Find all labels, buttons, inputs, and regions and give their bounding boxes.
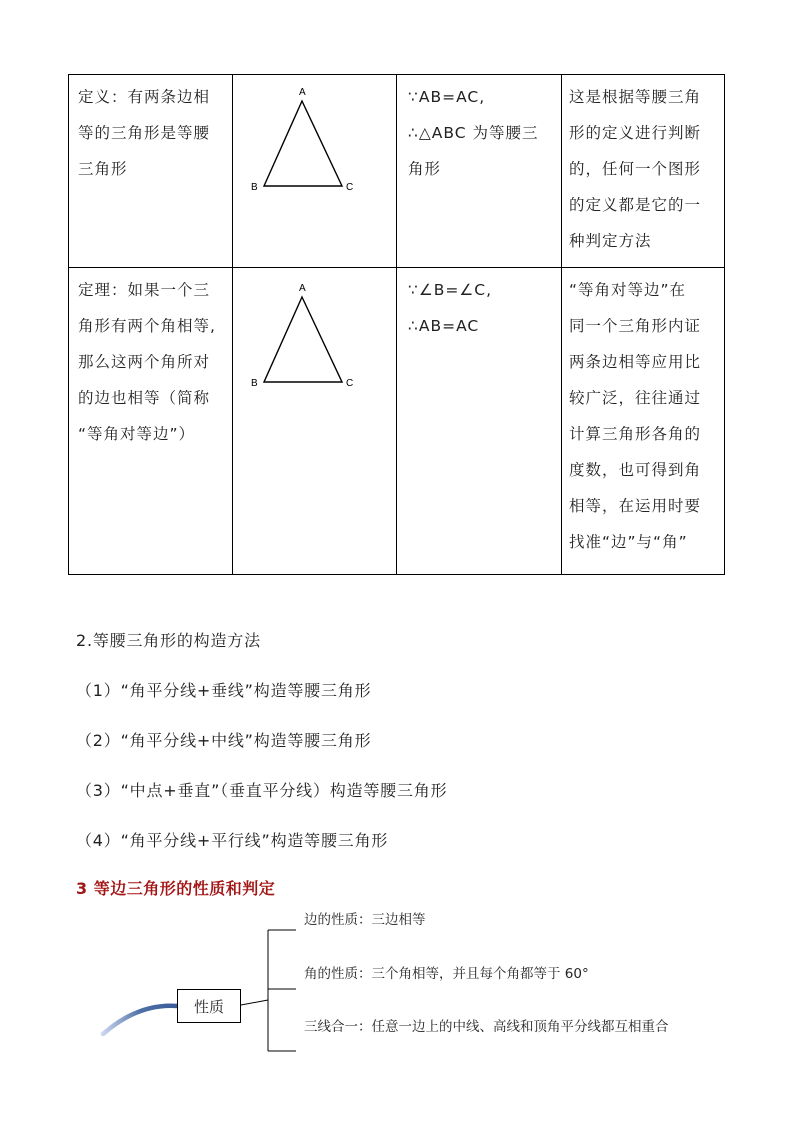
text-line: ∴△ABC 为等腰三: [408, 124, 539, 142]
text-line: 三角形: [78, 160, 128, 178]
text-line: 等的三角形是等腰: [78, 124, 211, 142]
text-line: 这是根据等腰三角: [569, 88, 702, 106]
vertex-label-c: C: [346, 182, 354, 193]
text-line: 相等，在运用时要: [569, 497, 702, 515]
text-line: 定义：有两条边相: [78, 88, 211, 106]
text-line: 较广泛，往往通过: [569, 389, 702, 407]
root-node-box: [177, 989, 241, 1023]
root-node-label: 性质: [193, 997, 224, 1016]
text-line: 找准“边”与“角”: [569, 533, 688, 551]
vertex-label-a: A: [299, 87, 306, 98]
curved-arrow-decoration: [103, 1006, 178, 1034]
text-line: 定理：如果一个三: [78, 281, 211, 299]
list-item: （4）“角平分线+平行线”构造等腰三角形: [76, 831, 389, 850]
text-line: 角形: [408, 160, 442, 178]
text-line: ∵∠B=∠C,: [408, 281, 493, 299]
text-line: 计算三角形各角的: [569, 425, 702, 443]
vertex-label-c: C: [346, 378, 354, 389]
text-line: 种判定方法: [569, 232, 652, 250]
text-line: 的定义都是它的一: [569, 196, 702, 214]
section-title: 3 等边三角形的性质和判定: [76, 879, 276, 898]
branch-label: 边的性质：三边相等: [304, 912, 426, 928]
text-line: ∴AB=AC: [408, 317, 480, 335]
text-line: 度数，也可得到角: [569, 461, 702, 479]
connector-line: [241, 1000, 268, 1005]
text-line: 角形有两个角相等,: [78, 317, 216, 335]
text-line: 形的定义进行判断: [569, 124, 702, 142]
text-line: “等角对等边”）: [78, 425, 196, 443]
text-line: 那么这两个角所对: [78, 353, 211, 371]
text-line: “等角对等边”在: [569, 281, 687, 299]
list-item: （1）“角平分线+垂线”构造等腰三角形: [76, 681, 372, 700]
section-heading: 2.等腰三角形的构造方法: [76, 631, 261, 650]
branch-label: 三线合一：任意一边上的中线、高线和顶角平分线都互相重合: [304, 1019, 669, 1035]
vertex-label-a: A: [299, 283, 306, 294]
text-line: 同一个三角形内证: [569, 317, 702, 335]
list-item: （2）“角平分线+中线”构造等腰三角形: [76, 731, 372, 750]
text-line: 的边也相等（简称: [78, 389, 211, 407]
text-line: 两条边相等应用比: [569, 353, 702, 371]
text-line: 的，任何一个图形: [569, 160, 702, 178]
list-item: （3）“中点+垂直”（垂直平分线）构造等腰三角形: [76, 781, 448, 800]
text-line: ∵AB=AC,: [408, 88, 486, 106]
vertex-label-b: B: [251, 182, 258, 193]
branch-label: 角的性质：三个角相等，并且每个角都等于 60°: [304, 966, 589, 982]
vertex-label-b: B: [251, 378, 258, 389]
